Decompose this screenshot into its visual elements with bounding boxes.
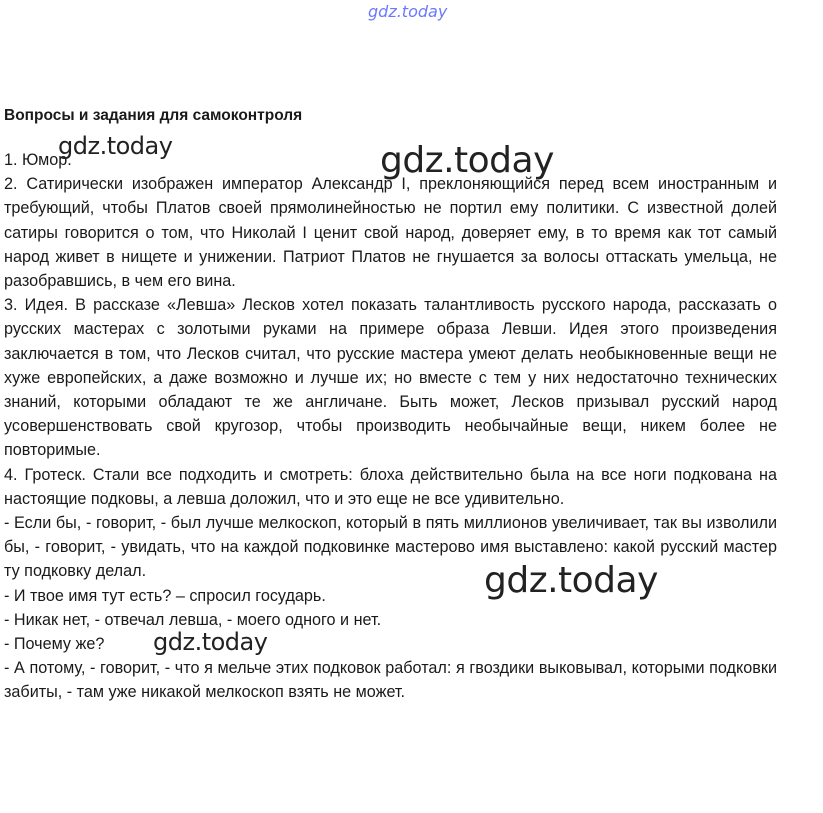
dialogue-line: - А потому, - говорит, - что я мельче этих подковок работал: я гвоздики выковывал, которыми подковки забиты, - там уже никакой мелкоскоп взять не может. [4, 659, 777, 702]
watermark: gdz.today [58, 132, 173, 160]
section-heading: Вопросы и задания для самоконтроля [4, 107, 303, 124]
answer-4: 4. Гротеск. Стали все подходить и смотреть: блоха действительно была на все ноги подкована на настоящие подковы, а левша доложил, что и это еще не все удивительно. [4, 465, 777, 508]
dialogue-line: - Почему же? [4, 635, 105, 654]
answer-3: 3. Идея. В рассказе «Левша» Лесков хотел показать талантливость русского народа, рассказать о русских мастерах с золотыми руками на примере образа Левши. Идея этого произведения заключается в том, что Лесков считал, что русские мастера умеют делать необыкновенные вещи не хуже европейских, а даже возможно и лучше их; но вместе с тем у них недостаточно технических знаний, которыми обладают те же англичане. Быть может, Лесков призывал русский народ усовершенствовать свой кругозор, чтобы производить необычайные вещи, никем более не повторимые. [4, 296, 777, 460]
watermark: gdz.today [380, 140, 554, 181]
answer-1: 1. Юмор. [4, 151, 72, 169]
dialogue-line: - И твое имя тут есть? – спросил государь. [4, 586, 326, 605]
dialogue-line: - Никак нет, - отвечал левша, - моего одного и нет. [4, 610, 382, 629]
answer-document [4, 106, 777, 705]
answer-2: 2. Сатирически изображен император Александр I, преклоняющийся перед всем иностранным и требующий, чтобы Платов своей прямолинейностью не портил ему политики. С известной долей сатиры говорится о том, что Николай I ценит свой народ, доверяет ему, в то время как тот самый народ живет в нищете и унижении. Патриот Платов не гнушается за волосы оттаскать умельца, не разобравшись, в чем его вина. [4, 175, 777, 291]
watermark: gdz.today [484, 560, 658, 601]
site-watermark-top: gdz.today [368, 2, 448, 21]
dialogue-line: - Если бы, - говорит, - был лучше мелкоскоп, который в пять миллионов увеличивает, так вы изволили бы, - говорит, - увидать, что на каждой подковинке мастерово имя выставлено: какой русский мастер ту подковку делал. [4, 514, 777, 581]
watermark: gdz.today [153, 628, 268, 656]
